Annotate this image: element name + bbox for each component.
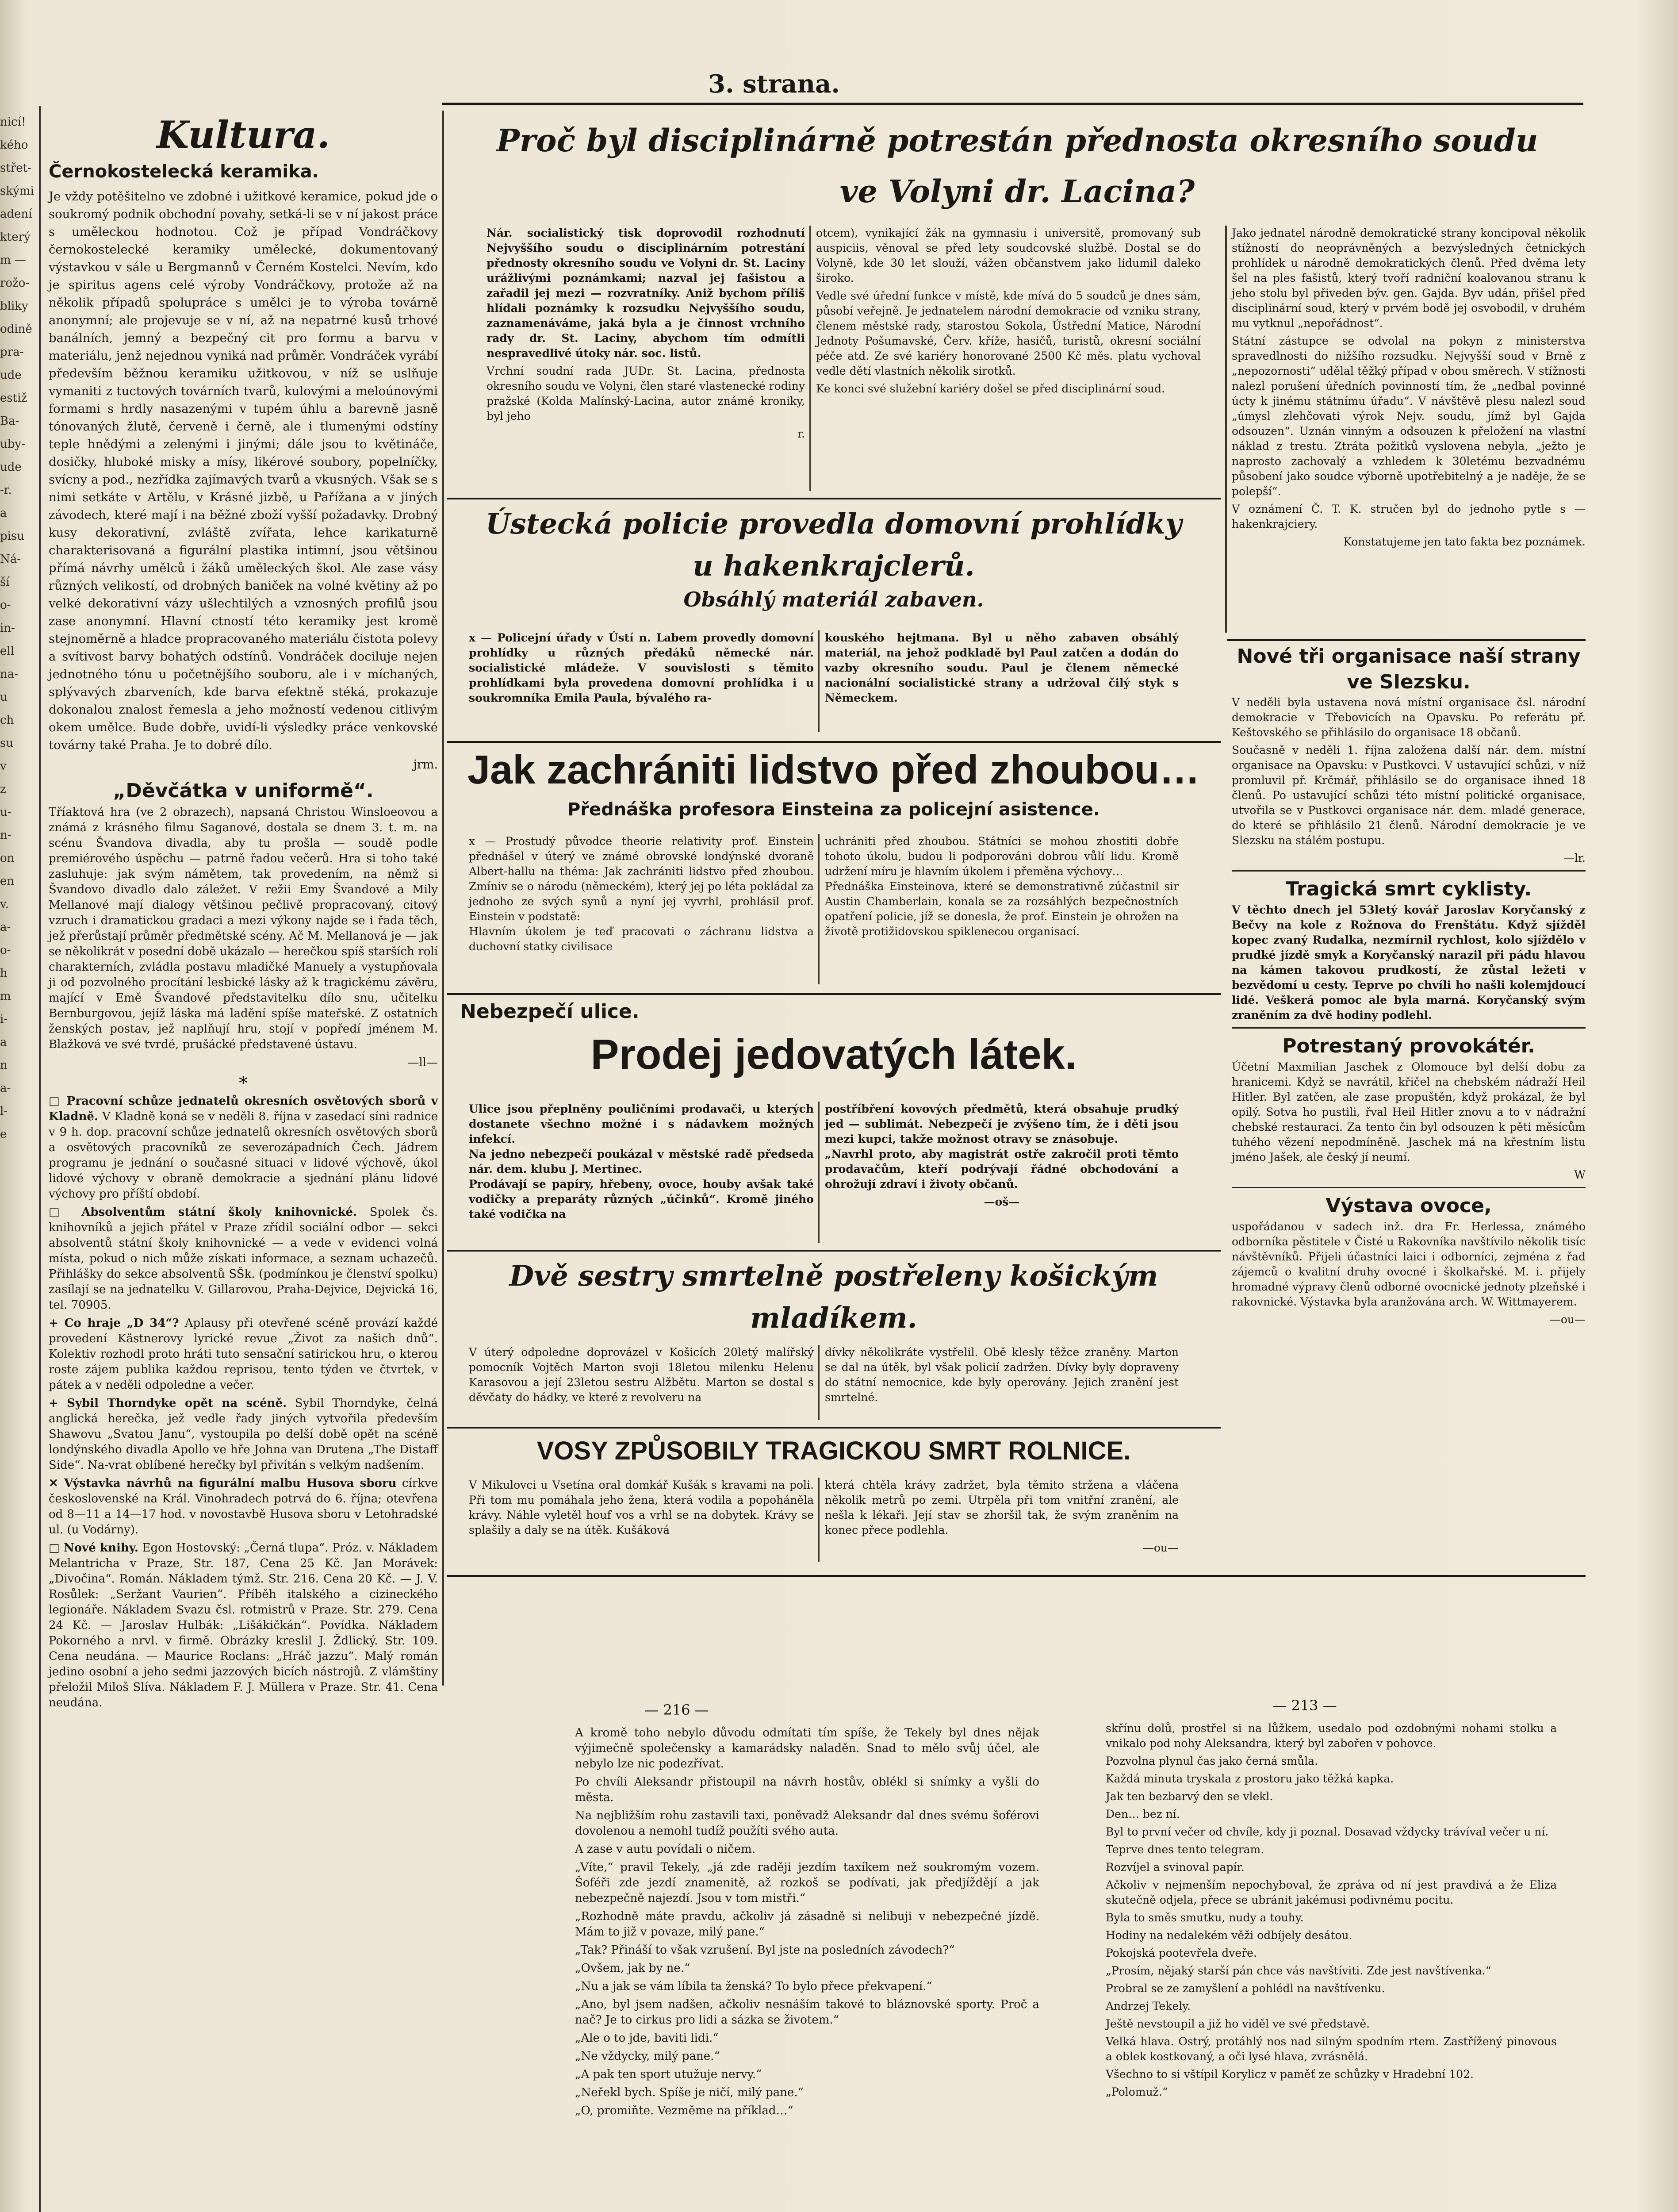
edge-fragment: -r.	[0, 484, 12, 497]
kosice-top-rule	[447, 1250, 1221, 1252]
edge-fragment: m	[0, 990, 11, 1003]
novel-left-p: Na nejbližším rohu zastavili taxi, poněvadž Aleksandr dal dnes svému šoférovi dovolenou a nemohl tudíž použíti svého auta.	[575, 1809, 1039, 1838]
edge-fragment: z	[0, 783, 6, 796]
edge-fragment: o-	[0, 944, 11, 957]
lacina-col2-p3: Ke konci své služební kariéry došel se před disciplinární soud.	[816, 382, 1165, 395]
einstein-col1	[469, 834, 814, 989]
fruit-sig: —ou—	[1549, 1313, 1586, 1326]
cows-col2-text: která chtěla krávy zadržet, byla těmito stržena a vláčena několik metrů po zemi. Utrpěla při tom vnitřní zranění, ale nešla k lékaři. Její stav se zhoršil tak, že svým zraněním na konec přece podlehla.	[825, 1479, 1179, 1536]
einstein-col2	[825, 834, 1179, 989]
novel-right-p: Ještě nevstoupil a již ho viděl ve své představě.	[1106, 2017, 1370, 2030]
novel-right-p: Ačkoliv v nejmenším nepochyboval, že zpráva od ní jest pravdivá a že Eliza skutečně odjela, přece se ubránit jakémusi podivnému pocitu.	[1106, 1878, 1557, 1906]
lacina-col3-p2: Státní zástupce se odvolal na pokyn z ministerstva spravedlnosti do nižšího rozsudku. Nejvyšší soud v Brně z „nepozornosti“ udělal těžký případ v obou směrech. V stížnosti nalezl porušení úředních povinností tím, že „nedbal povinné úcty k jinému státnímu úřadu“. V návštěvě plesu nalezl soud „úmysl zlehčovati výrok Nejv. soudu, jímž byl Gajda odsouzen“. Uznán vinným a odsouzen k přeložení na vlastní náklad z trestu. Ztráta požitků vyslovena nebyla, „ježto je naprosto zachovalý a vzhledem k 30letému bezvadnému působení jako soudce výborně upotřebitelný a je naděje, že se polepší“.	[1232, 334, 1586, 498]
novel-right-p: Pokojská pootevřela dveře.	[1106, 1947, 1257, 1959]
novel-right-text	[1106, 1721, 1557, 2212]
devcatka-body	[49, 805, 438, 1071]
novel-right-p: Hodiny na nedalekém věži odbíjely desátou.	[1106, 1929, 1352, 1942]
edge-fragment: l-	[0, 1105, 8, 1118]
novel-left-p: „Tak? Přináší to však vzrušení. Byl jste na posledních závodech?“	[575, 1943, 955, 1957]
edge-fragment: Ná-	[0, 553, 21, 566]
kosice-headline	[447, 1254, 1221, 1343]
poison-title: Prodej jedovatých látek.	[590, 1031, 1077, 1078]
page-label: 3. strana.	[708, 69, 840, 99]
note-body: Sybil Thorndyke, čelná anglická herečka, jež vedle řady jiných vytvořila především Shawovu „Svatou Janu“, vystoupila po delší době opět na scéně londýnského divadla Apollo ve hře Johna van Drutena „The Distaff Side“. Na-vrat oblíbené herečky byl přivítán s velkým nadšením.	[49, 1397, 438, 1472]
novel-right-p: Velká hlava. Ostrý, protáhlý nos nad silným spodním rtem. Zastřížený pinovous a oblek kostkovaný, a oči lysé hlava, zvrásnělá.	[1106, 2035, 1557, 2063]
edge-fragment: rožo-	[0, 276, 30, 290]
note-head: + Co hraje „D 34“?	[49, 1317, 179, 1330]
edge-fragment: na-	[0, 668, 19, 681]
note-body: V Kladně koná se v neděli 8. října v zasedací síni radnice v 9 h. dop. pracovní schůze jednatelů okresních osvětových sborů a osvětových pracovníků ze severozápadních Čech. Jádrem programu je jednání o současné situaci v lidové výchově, úkol lidové výchovy v obraně demokracie a sjednání plánu lidové výchovy pro příští období.	[49, 1110, 438, 1201]
novel-right-p: Teprve dnes tento telegram.	[1106, 1843, 1264, 1856]
novel-right-p: Pozvolna plynul čas jako černá smůla.	[1106, 1755, 1318, 1767]
cows-col1	[469, 1478, 814, 1566]
novel-right-p: Probral se ze zamyšlení a pohlédl na navštívenku.	[1106, 1982, 1385, 1995]
einstein-headline	[447, 743, 1221, 827]
edge-fragment: estiž	[0, 392, 27, 405]
novel-right-p: Všechno to si vštípil Korylicz v paměť ze schůzky v Hradební 102.	[1106, 2068, 1474, 2081]
novel-right-pagenum	[1194, 1694, 1415, 1717]
lacina-col2-p1: otcem), vynikající žák na gymnasiu i universitě, promovaný sub auspiciis, věnoval se před lety soudcovské službě. Dostal se do Volyně, kde 30 let slouží, vážen občanstvem jako lidumil daleko široko.	[816, 227, 1201, 284]
poison-col2-text: postříbření kovových předmětů, která obsahuje prudký jed — sublimát. Nebezpečí je zvýšeno tím, že i děti jsou mezi kupci, takže možnost otravy se znásobuje. „Navrhl proto, aby magistrát ostře zakročil proti těmto prodavačům, kteří podrývají řádné obchodování a ohrožují zdraví i životy občanů.	[825, 1102, 1179, 1190]
divider	[1232, 870, 1586, 872]
edge-fragment: a-	[0, 1082, 11, 1095]
poison-col2	[825, 1102, 1179, 1248]
novel-right-p: Rozvíjel a svinoval papír.	[1106, 1861, 1245, 1874]
cows-col2	[825, 1478, 1179, 1566]
edge-fragment: in-	[0, 622, 15, 635]
note-head: □ Nové knihy.	[49, 1541, 138, 1555]
edge-fragment: on	[0, 852, 15, 865]
novel-left-p: „Víte,“ pravil Tekely, „já zde raději jezdím taxíkem než soukromým vozem. Šoféři zde jezdí znamenitě, až rozkoš se podívati, jak předjíždějí a jak nebezpečně najezdí. Jsou v tom mistři.“	[575, 1861, 1039, 1905]
note-body: Aplausy při otevřené scéně provází každé provedení Kästnerovy lyrické revue „Život za našich dnů“. Kolektiv rozhodl proto hráti tuto sensační satirickou hru, o kterou roste zájem publika každou reprisou, tento týden ve čtvrtek, v pátek a v neděli odpoledne a večer.	[49, 1317, 438, 1392]
usti-title-line2: u hakenkrajclerů.	[693, 549, 975, 583]
edge-fragment: skými	[0, 184, 34, 198]
lacina-col3-p1: Jako jednatel národně demokratické strany koncipoval několik stížností do neoprávněných a bezvýsledných četnických prohlídek u národně demokratických členů. Před dvěma lety šel na ples fašistů, který tvoří radniční koalovanou stranu k jeho stolu byl přiveden býv. gen. Gajda. Byv udán, přišel před disciplinární soud, který v prvém bodě jej osvobodil, v druhém mu vytknul „nepořádnost“.	[1232, 227, 1586, 330]
novel-right-p: skřínu dolů, prostřel si na lůžkem, usedalo pod ozdobnými nohami stolku a vnikalo pod nohy Aleksandra, který byl zabořen v pohovce.	[1106, 1722, 1557, 1750]
usti-col2	[825, 630, 1179, 737]
column-rule-main	[442, 111, 444, 1686]
novel-left-p: A zase v autu povídali o ničem.	[575, 1843, 756, 1856]
novel-right-p: „Prosím, nějaký starší pán chce vás navštíviti. Zde jest navštívenka.“	[1106, 1964, 1491, 1977]
poison-col1	[469, 1102, 814, 1248]
usti-col1-text: x — Policejní úřady v Ústí n. Labem provedly domovní prohlídky u různých předáků německé nár. socialistické mládeže. V souvislosti s těmito prohlídkami byla provedena domovní prohlídka i u soukromníka Emila Paula, bývalého ra-	[469, 631, 814, 704]
note-head: □ Absolventům státní školy knihovnické.	[49, 1206, 357, 1219]
edge-fragment: u	[0, 691, 8, 704]
lacina-col1-p1: Nár. socialistický tisk doprovodil rozhodnutí Nejvyššího soudu o disciplinárním potrestání přednosty okresního soudu ve Volyni dr. St. Laciny urážlivými poznámkami; nazval jej fašistou a zařadil jej mezi — rozvratníky. Aniž bychom příliš hlídali poznámky k rozsudku Nejvyššího soudu, zaznamenáváme, jaká byla a je činnost vrchního rady dr. St. Laciny, abychom tím odmítli nespravedlivé útoky nár. soc. listů.	[487, 227, 805, 360]
edge-fragment: kého	[0, 138, 28, 152]
edge-fragment: Ba-	[0, 415, 19, 428]
novel-left-num-text: — 216 —	[644, 1701, 709, 1718]
usti-subtitle: Obsáhlý materiál zabaven.	[683, 588, 984, 611]
cows-headline	[447, 1431, 1221, 1475]
note-item	[49, 1476, 438, 1538]
cows-top-rule	[447, 1427, 1221, 1429]
org-sig: —lr.	[1563, 852, 1586, 864]
keramika-paragraph: Je vždy potěšitelno ve zdobné i užitkové keramice, pokud jde o soukromý podnik obchodní povahy, setká-li se v ní jakost práce s uměleckou hodnotou. Což je případ Vondráčkovy černokostelecké keramiky umělecké, dokumentovaný výstavkou v sále u Bergmannů v Černém Kostelci. Nevím, kdo je spiritus agens celé výroby Vondráčkovy, protože až na několik případů spolupráce s umělci je to výroba továrně anonymní; ale projevuje se v ní, až na nepatrné kusů trhové banálních, jemný a bezpečný cit pro formu a barvu v materiálu, jenž nejednou vyniká nad průměr. Vondráček vyrábí především běžnou keramiku užitkovou, v níž se uslňuje vymaniti z tuctových továrních tvarů, kulovými a meloúnovými formami s hrdly nasazenými v tupém úhlu a barevně jasně tónovaných žlutě, červeně i černě, ale i tlumenými odstíny teple hnědými a zelenými i jinými; dále jsou to květináče, dosičky, hluboké misky a mísy, likérové soubory, popelníčky, svícny a pod., nezřídka zajímavých tvarů a vkusných. Však se s nimi setkáte v Artělu, v Krásné jizbě, u Pařížana a v jiných závodech, které mají i na běžné zboží vyšší požadavky. Drobný kusy dekorativní, zvláště zvířata, lehce karikaturně charakterisovaná a figurální plastika intimní, jsou většinou přímá návrhy umělců i žáků uměleckých škol. Ale zase vásy různých velikostí, od drobných baniček na volné květiny až po velké dekorativní vázy ušlechtilých a vznosných profilů jsou zase anonymní. Hlavní ctností této keramiky jest kromě stejnoměrně a hladce propracovaného materiálu čistota polevy a svítivost barvy bohatých odstínů. Vondráček dociluje nejen jednotného tónu u početnějšího souboru, ale i v míchaných, splývavých zbarveních, kde barva efektně stéká, prokazuje dokonalou znalost řemesla a jeho možností vedenou citlivým okem umělce. Bude dobře, uvidí-li výsledky práce venkovské továrny také Praha. Je to dobré dílo.	[49, 189, 438, 752]
edge-fragment: en	[0, 875, 15, 888]
edge-fragment: ude	[0, 369, 22, 382]
note-item	[49, 1316, 438, 1393]
edge-fragment: o-	[0, 599, 11, 612]
lacina-col3	[1232, 226, 1586, 633]
usti-headline	[447, 502, 1221, 626]
edge-fragment: ude	[0, 461, 22, 474]
edge-fragment: a-	[0, 921, 11, 934]
lacina-title-line1: Proč byl disciplinárně potrestán přednosta okresního soudu	[496, 122, 1538, 159]
right-top-rule	[1227, 639, 1586, 641]
edge-fragment: odině	[0, 323, 32, 336]
novel-left-p: „Rozhodně máte pravdu, ačkoliv já zásadně si nelibuji v nebezpečné jízdě. Mám to již v povaze, milý pane.“	[575, 1910, 1039, 1939]
usti-title-line1: Ústecká policie provedla domovní prohlídky	[485, 507, 1182, 541]
kosice-col2	[825, 1345, 1179, 1425]
org-title: Nové tři organisace naší strany ve Slezsku.	[1237, 645, 1581, 693]
cyclist-title: Tragická smrt cyklisty.	[1285, 878, 1532, 900]
keramika-signature: jrm.	[413, 758, 438, 772]
lacina-title-line2: ve Volyni dr. Lacina?	[839, 173, 1195, 210]
edge-fragment: n	[0, 1059, 8, 1072]
einstein-title: Jak zachrániti lidstvo před zhoubou…	[467, 747, 1200, 792]
edge-fragment: uby-	[0, 438, 25, 451]
edge-fragment: su	[0, 737, 14, 750]
einstein-rule	[818, 834, 820, 984]
edge-fragment: u-	[0, 806, 11, 819]
provokater-body: Účetní Maxmilian Jaschek z Olomouce byl delší dobu za hranicemi. Když se navrátil, křičel na chebském nádraží Heil Hitler. Byl zatčen, ale zase propuštěn, když prokázal, že byl opilý. Sotva ho pustili, řval Heil Hitler znovu a to v nádražní chebské restauraci. Za tento čin byl odsouzen k pěti měsícům tuhého vězení nepodmíněně. Jaschek má na křestním listu jméno Jašek, ale český jí neumí.	[1232, 1060, 1586, 1164]
poison-headline	[447, 998, 1221, 1099]
page-header	[655, 66, 893, 102]
devcatka-paragraph: Tříaktová hra (ve 2 obrazech), napsaná Christou Winsloeovou a známá z krásného filmu Saganové, dostala se dnem 3. t. m. na scénu Švandova divadla, aby tu prošla — soudě podle premiérového úspěchu — patrně řadou večerů. Hra si toho také zasluhuje: jak svým námětem, tak provedením, na němž si Švandovo divadlo dalo záležet. V režii Emy Švandové a Mily Mellanové mají dialogy většinou pečlivě propracovaný, citový vzruch i dramatickou gradaci a mezi výkony najde se i řada těch, jež přerůstají průměr předmětské scény. Ač M. Mellanová je — jak se několikrát v posední době ukázalo — herečkou spíš starších rolí charakterních, zvládla postavu mladičké Manuely a vystupňovala ji od pozvolného procítání lesbické lásky až k tragickému závěru, mající v Emě Švandové představitelku dílo snu, učitelku Bernburgovou, jejíž láska má ladění spíše mateřské. Z ostatních ženských postav, jež naplňují hru, stojí v popředí jménem M. Blažková ve své tvrdé, prušácké představené ústavu.	[49, 806, 438, 1051]
edge-fragment: e	[0, 1128, 7, 1141]
fruit-title: Výstava ovoce,	[1326, 1194, 1492, 1217]
novel-left-p: „Nu a jak se vám líbila ta ženská? To bylo přece překvapení.“	[575, 1980, 932, 1993]
lacina-col2	[816, 226, 1201, 491]
novel-left-p: „A pak ten sport utužuje nervy.“	[575, 2068, 762, 2081]
left-edge-strip	[0, 111, 34, 1141]
kosice-col1-text: V úterý odpoledne doprovázel v Košicích 20letý malířský pomocník Vojtěch Marton svoji 18letou milenku Helenu Karasovou a její 23letou sestru Alžbětu. Marton se dostal s děvčaty do hádky, ve které z revolveru na	[469, 1346, 814, 1404]
novel-right-p: Den… bez ní.	[1106, 1808, 1180, 1820]
devcatka-title: „Děvčátka v uniformě“.	[113, 780, 374, 802]
novel-top-rule	[447, 1575, 1586, 1577]
edge-fragment: pisu	[0, 530, 25, 543]
cows-sig: —ou—	[1142, 1541, 1179, 1554]
novel-right-p: Každá minuta tryskala z prostoru jako těžká kapka.	[1106, 1772, 1394, 1785]
kultura-column	[49, 111, 438, 2212]
note-body: církve československé na Král. Vinohradech potrvá do 6. října; otevřena od 8—11 a 14—17 hod. v novostavbě Husova sboru v Letohradské ul. (u Vodárny).	[49, 1477, 438, 1536]
edge-fragment: adení	[0, 207, 32, 221]
cows-title: VOSY ZPŮSOBILY TRAGICKOU SMRT ROLNICE.	[536, 1436, 1131, 1465]
org-body	[1232, 695, 1586, 866]
novel-left-p: „Neřekl bych. Spíše je ničí, milý pane.“	[575, 2086, 804, 2099]
edge-fragment: a	[0, 507, 7, 520]
kosice-rule	[818, 1345, 820, 1420]
novel-left-p: „Ale o to jde, baviti lidi.“	[575, 2032, 719, 2045]
poison-kicker: Nebezpečí ulice.	[460, 1000, 640, 1023]
usti-col2-text: kouského hejtmana. Byl u něho zabaven obsáhlý materiál, na jehož podkladě byl Paul zatčen a dodán do vazby okresního soudu. Paul je členem německé nacionální socialistické strany a udržoval čilý styk s Německem.	[825, 631, 1179, 704]
kosice-col1	[469, 1345, 814, 1425]
novel-right-p: Andrzej Tekely.	[1106, 2000, 1191, 2012]
kosice-title-line2: mladíkem.	[750, 1302, 917, 1335]
note-item	[49, 1094, 438, 1202]
novel-right-num-text: — 213 —	[1272, 1697, 1337, 1714]
novel-left-p: „Ano, byl jsem nadšen, ačkoliv nesnáším takové to bláznovské sporty. Proč a nač? Je to cirkus pro lidi a sázka se životem.“	[575, 1998, 1039, 2027]
lacina-col1	[487, 226, 805, 518]
novel-left-p: „Ne vždycky, milý pane.“	[575, 2050, 720, 2063]
edge-fragment: i-	[0, 1013, 8, 1026]
novel-right-p: Byla to směs smutku, nudy a touhy.	[1106, 1911, 1304, 1924]
lacina-rule-1	[809, 226, 811, 491]
edge-fragment: nicí!	[0, 115, 26, 129]
divider	[1232, 1187, 1586, 1188]
org-paragraph: V neděli byla ustavena nová místní organisace čsl. národní demokracie v Třebovicích na Opavsku. Po referátu př. Keštovského se přihlásilo do organisace 18 občanů.	[1232, 696, 1586, 739]
lacina-col2-p2: Vedle své úřední funkce v místě, kde mívá do 5 soudců je dnes sám, působí veřejně. Je jednatelem národní demokracie od vzniku strany, členem městské rady, starostou Sokola, Ústřední Matice, Národní Jednoty Pošumavské, Červ. kříže, hasičů, turistů, okresní sociální péče atd. Ze své kariéry honorované 2500 Kč měs. platu vychoval vedle dětí vlastních několik sirotků.	[816, 289, 1201, 377]
edge-fragment: v.	[0, 898, 9, 911]
header-rule	[442, 103, 1583, 105]
novel-left-p: Po chvíli Aleksandr přistoupil na návrh hostův, oblékl si snímky a vyšli do města.	[575, 1775, 1039, 1804]
edge-fragment: v	[0, 760, 7, 773]
edge-fragment: pra-	[0, 346, 24, 359]
lacina-col3-p3: V oznámení Č. T. K. stručen byl do jednoho pytle s — hakenkrajciery.	[1232, 503, 1586, 530]
note-head: + Sybil Thorndyke opět na scéně.	[49, 1397, 287, 1410]
note-item	[49, 1540, 438, 1711]
lacina-col3-p4: Konstatujeme jen tato fakta bez poznámek.	[1343, 535, 1586, 548]
usti-rule	[818, 630, 820, 732]
novel-left-pagenum	[566, 1699, 787, 1721]
edge-fragment: který	[0, 230, 31, 244]
cyclist-body: V těchto dnech jel 53letý kovář Jaroslav Koryčanský z Bečvy na kole z Rožnova do Frenštátu. Když sjížděl kopec zvaný Rudalka, nezmírnil rychlost, kolo sjíždělo v prudké jízdě smyk a Koryčanský narazil při pádu hlavou na kámen takovou prudkostí, že zůstal ležeti v bezvědomí u cesty. Teprve po chvíli ho našli kolemjdoucí lidé. Veškerá pomoc ale byla marná. Koryčanský svým zraněním za dvě hodiny podlehl.	[1232, 903, 1586, 1022]
novel-right-p: Jak ten bezbarvý den se vlekl.	[1106, 1790, 1273, 1803]
keramika-title: Černokostelecká keramika.	[49, 161, 319, 182]
poison-top-rule	[447, 993, 1221, 995]
edge-fragment: h	[0, 967, 8, 980]
provokater-title: Potrestaný provokátér.	[1282, 1035, 1535, 1057]
culture-notes	[49, 1094, 438, 1711]
divider	[1232, 1027, 1586, 1029]
einstein-col2-text: uchrániti před zhoubou. Státníci se mohou zhostiti dobře tohoto úkolu, budou li podporováni dobrou vůlí lidu. Kromě udržení míru je hlavním úkolem i přeměna výchovy… Přednáška Einsteinova, které se demonstrativně zúčastnil sir Austin Chamberlain, konala se za rozsáhlých bezpečnostních opatření policie, jíž se donesla, že prof. Einstein je ohrožen na životě protižidovskou spiklenecou organisací.	[825, 835, 1179, 938]
einstein-col1-text: x — Prostudý původce theorie relativity prof. Einstein přednášel v úterý ve známé obrovské londýnské dvoraně Albert-hallu na théma: Jak zachrániti lidstvo před zhoubou. Zmíniv se o národu (německém), který jej po léta pokládal za jednoho ze svých synů a nyní jej vyvrhl, prohlásil prof. Einstein v podstatě: Hlavním úkolem je teď pracovati o záchranu lidstva a duchovní statky civilisace	[469, 835, 814, 953]
right-column	[1232, 644, 1586, 1568]
edge-fragment: bliky	[0, 300, 28, 313]
devcatka-signature: —ll—	[407, 1056, 438, 1069]
keramika-body	[49, 188, 438, 773]
edge-fragment: ch	[0, 714, 14, 727]
usti-col1	[469, 630, 814, 737]
edge-fragments	[0, 111, 34, 1146]
lacina-col1-p2: Vrchní soudní rada JUDr. St. Lacina, přednosta okresního soudu ve Volyni, člen staré vlastenecké rodiny pražské (Kolda Malínský-Lacina, autor známé kroniky, byl jeho	[487, 365, 805, 422]
edge-fragment: n-	[0, 829, 11, 842]
lacina-headline	[451, 115, 1583, 221]
note-body: Spolek čs. knihovníků a jejich přátel v Praze zřídil sociální odbor — sekci absolventů státní školy knihovnické — a vede v evidenci volná místa, pokud o nich může získati informace, a seznam uchazečů. Přihlášky do sekce absolventů SŠk. (podmínkou je členství spolku) zasílají se na jednatelku V. Gillarovou, Praha-Dejvice, Dejvická 16, tel. 70905.	[49, 1206, 438, 1312]
note-item	[49, 1396, 438, 1473]
kosice-title-line1: Dvě sestry smrtelně postřeleny košickým	[509, 1260, 1158, 1293]
note-head: ✕ Výstavka návrhů na figurální malbu Husova sboru	[49, 1477, 397, 1490]
edge-fragment: střet-	[0, 161, 31, 175]
poison-rule	[818, 1102, 820, 1243]
novel-right-p: Byl to první večer od chvíle, kdy ji poznal. Dosavad vždycky trávíval večer u ní.	[1106, 1825, 1549, 1838]
edge-fragment: ší	[0, 576, 10, 589]
edge-fragment: ell	[0, 645, 15, 658]
note-item	[49, 1205, 438, 1313]
left-edge-rule	[39, 106, 41, 2212]
kosice-col2-text: dívky několikráte vystřelil. Obě klesly těžce zraněny. Marton se dal na útěk, byl však policií zadržen. Dívky byly dopraveny do státní nemocnice, kde byly operovány. Jejich zranění jest smrtelné.	[825, 1346, 1179, 1404]
poison-sig: —oš—	[984, 1195, 1020, 1208]
einstein-top-rule	[447, 741, 1221, 743]
lacina-rule-2	[1225, 226, 1227, 633]
novel-left-text	[575, 1725, 1039, 2212]
novel-left-p: „O, promiňte. Vezměme na příklad…“	[575, 2104, 793, 2117]
cows-rule	[818, 1478, 820, 1562]
novel-left-p: A kromě toho nebylo důvodu odmítati tím spíše, že Tekely byl dnes nějak výjimečně společensky a kamarádsky naladěn. Snad to mělo svůj účel, ale nebylo lze nic podezřívat.	[575, 1726, 1039, 1770]
poison-col1-text: Ulice jsou přeplněny pouličními prodavači, u kterých dostanete všechno možné i s nádavkem možných infekcí. Na jedno nebezpečí poukázal v městské radě předseda nár. dem. klubu J. Mertinec. Prodávají se papíry, hřebeny, ovoce, houby avšak také vodičky a preparáty různých „účinků“. Kromě jiného také vodička na	[469, 1102, 814, 1221]
kultura-section-title: Kultura.	[157, 113, 330, 157]
cows-col1-text: V Mikulovci u Vsetína oral domkář Kušák s kravami na poli. Při tom mu pomáhala jeho žena, která vodila a popoháněla krávy. Náhle vyletěl houf vos a vrhl se na dobytek. Krávy se splašily a daly se na útěk. Kušáková	[469, 1479, 814, 1536]
usti-top-rule	[447, 498, 1221, 499]
novel-left-p: „Ovšem, jak by ne.“	[575, 1962, 690, 1975]
edge-fragment: m —	[0, 253, 26, 267]
novel-right-p: „Polomuž.“	[1106, 2085, 1168, 2098]
edge-fragment: a	[0, 1036, 7, 1049]
provokater-sig: W	[1574, 1168, 1586, 1181]
org-paragraph: Současně v neděli 1. října založena další nár. dem. místní organisace na Opavsku: v Pustkovci. V ustavující schůzi, v níž promluvil př. Krčmář, přihlásilo se do organisace ihned 18 členů. Po ustavující schůzi této místní politické organisace, utvořila se v Pustkovci organisace nár. dem. mladé generace, do které se přihlásilo 21 členů. Národní demokracie je ve Slezsku na stálém postupu.	[1232, 744, 1586, 847]
section-star: *	[239, 1073, 248, 1094]
fruit-body: uspořádanou v sadech inž. dra Fr. Herlessa, známého odborníka pěstitele v Čisté u Rakovníka navštívilo několik tisíc návštěvníků. Přijeli účastníci laici i odborníci, zejména z řad zájemců o kvalitní druhy ovocné i školkařské. M. i. přijely hromadné výpravy členů odborné ovocnické jednoty plzeňské i rakovnické. Výstavka byla aranžována arch. W. Wittmayerem.	[1232, 1220, 1586, 1308]
note-body: Egon Hostovský: „Černá tlupa“. Próz. v. Nákladem Melantricha v Praze, Str. 187, Cena 25 Kč. Jan Morávek: „Divočina“. Román. Nákladem týmž. Str. 216. Cena 20 Kč. — J. V. Rosůlek: „Seržant Vaurien“. Příběh italského a cizineckého legionáře. Nákladem Svazu čsl. rotmistrů v Praze. Str. 279. Cena 24 Kč. — Jaroslav Hulbák: „Lišákičkán“. Povídka. Nákladem Pokorného a nrvl. v firmě. Obrázky kreslil J. Ždlický. Str. 109. Cena neudána. — Maurice Roclans: „Hráč jazzu“. Malý román jedino osobní a jeho sedmi jazzových bicích nástrojů. Z vlámštiny přeložil Miloš Slíva. Nákladem F. J. Müllera v Praze. Str. 41. Cena neudána.	[49, 1541, 438, 1709]
einstein-subtitle: Přednáška profesora Einsteina za policejní asistence.	[567, 799, 1100, 820]
lacina-col1-sig: r.	[797, 427, 805, 440]
note-head: □ Pracovní schůze jednatelů okresních osvětových sborů v Kladně.	[49, 1094, 438, 1123]
